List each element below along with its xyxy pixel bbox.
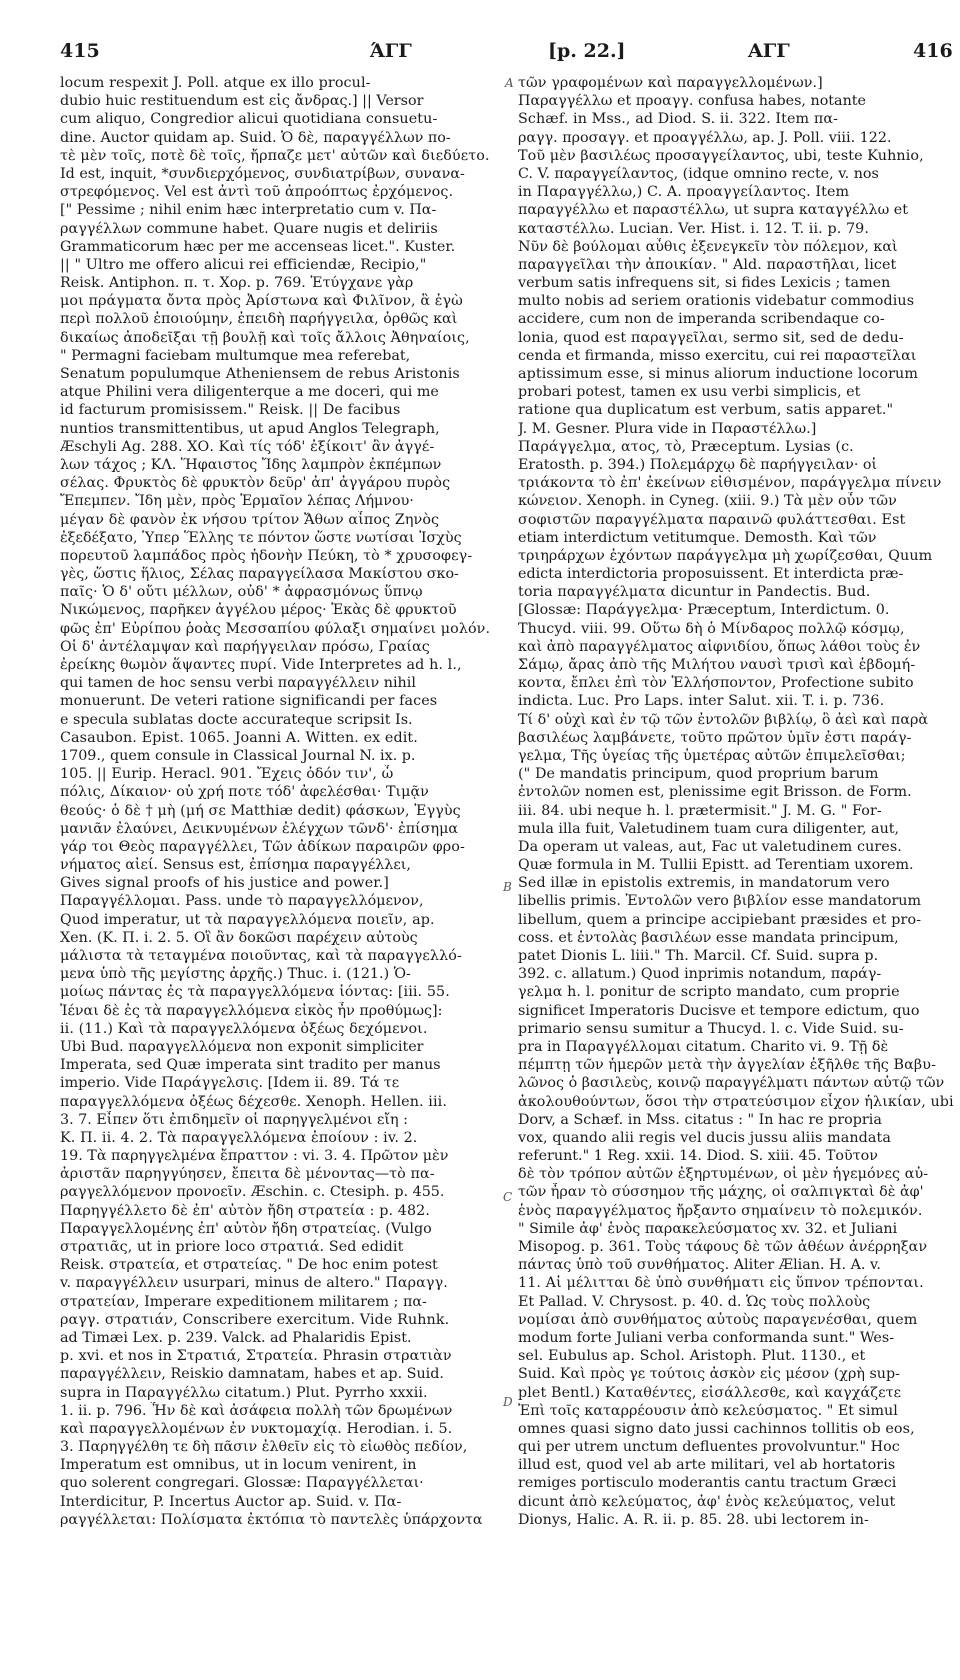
left-column-line: cum aliquo, Congredior alicui quotidiana consuetu-	[60, 111, 438, 128]
left-column-line: p. xvi. et nos in Στρατιά, Στρατεία. Phrasin στρατιὰν	[60, 1348, 452, 1365]
right-column-line: τῶν γραφομένων καὶ παραγγελλομένων.]	[518, 75, 823, 91]
left-column-line: Senatum populumque Atheniensem de rebus Aristonis	[60, 366, 460, 382]
right-column-line: λῶνος ὁ βασιλεὺς, κοινῷ παραγγέλματι πάντων αὐτῷ τῶν	[518, 1075, 945, 1092]
right-column-line: etiam interdictum vetitumque. Demosth. Καὶ τῶν	[518, 529, 877, 546]
left-column-line: ραγγέλλων commune habet. Quare nugis et deliriis	[60, 220, 438, 237]
left-column-line: Οἱ δ' ἀντέλαμψαν καὶ παρήγγειλαν πρόσω, Γραίας	[60, 638, 430, 655]
left-column-line: 3. Παρηγγέλθη τε δὴ πᾶσιν ἐλθεῖν εἰς τὸ εἰωθὸς πεδίον,	[60, 1439, 468, 1456]
right-column-line: lonia, quod est παραγγεῖλαι, sermo sit, sed de dedu-	[518, 329, 904, 346]
right-column-line: dicunt ἀπὸ κελεύματος, ἀφ' ἑνὸς κελεύματος, velut	[518, 1493, 896, 1510]
right-column-line: referunt." 1 Reg. xxii. 14. Diod. S. xiii. 45. Τοῦτον	[518, 1148, 878, 1165]
right-column-line: verbum satis infrequens sit, si fides Lexicis ; tamen	[518, 275, 891, 292]
right-column-line: edicta interdictoria proposuissent. Et interdicta præ-	[518, 566, 904, 583]
left-column-line: Imperatum est omnibus, ut in locum venirent, in	[60, 1457, 417, 1474]
left-column-line: Παρηγγέλλετο δὲ ἐπ' αὐτὸν ἤδη στρατεία : p. 482.	[60, 1202, 431, 1219]
left-column-line: monuerunt. De veteri ratione significandi per faces	[60, 693, 438, 710]
right-column-line: omnes quasi signo dato jussi cachinnos tollitis ob eos,	[518, 1420, 915, 1437]
right-column-line: σοφιστῶν παραγγέλματα παραινῶ φυλάττεσθαι. Est	[518, 511, 906, 528]
right-column-line: accidere, cum non de imperanda scribendaque co-	[518, 311, 885, 328]
left-column-line: ἐρείκης θωμὸν ἅψαντες πυρί. Vide Interpretes ad h. l.,	[60, 657, 462, 673]
left-column-line: μάλιστα τὰ τεταγμένα ποιοῦντας, καὶ τὰ παραγγελλό-	[60, 948, 462, 964]
left-column-line: locum respexit J. Poll. atque ex illo procul-	[60, 75, 371, 91]
left-column-line: φῶς ἐπ' Εὐρίπου ῥοὰς Μεσσαπίου φύλαξι σημαίνει μολόν.	[60, 620, 491, 637]
right-column-line: βασιλέως λαμβάνετε, τοῦτο πρῶτον ὑμῖν ἐστι παράγ-	[518, 729, 912, 746]
left-column-line: Casaubon. Epist. 1065. Joanni A. Witten. ex edit.	[60, 729, 418, 746]
right-column-line: probari potest, tamen ex usu verbi simplicis, et	[518, 384, 861, 401]
right-column-line: κώνειον. Xenoph. in Cyneg. (xiii. 9.) Τὰ μὲν οὖν τῶν	[518, 493, 897, 510]
right-column-line: τῶν ἦραν τὸ σύσσημον τῆς μάχης, οἱ σαλπιγκταὶ δὲ ἀφ'	[518, 1184, 924, 1201]
left-column-line: quo solerent congregari. Glossæ: Παραγγέλλεται·	[60, 1475, 424, 1492]
left-column-line: atque Philini vera diligenterque a me doceri, qui me	[60, 384, 439, 401]
right-column-line: libellis primis. Ἐντολῶν vero βιβλίον esse mandatorum	[518, 893, 922, 910]
left-column-line: Id est, inquit, *συνδιερχόμενος, συνδιατρίβων, συνανα-	[60, 165, 465, 182]
left-column-line: μανιᾶν ἐλαύνει, Δεικνυμένων ἐλέγχων τῶνδ'· ἐπίσημα	[60, 820, 459, 837]
right-column-line: aptissimum esse, si minus aliorum inductione locorum	[518, 366, 918, 382]
running-head-left: ΆΓΓ	[370, 40, 412, 62]
right-column-line: τριάκοντα τὸ ἐπ' ἐκείνων εἰθισμένον, παράγγελμα πίνειν	[518, 475, 942, 492]
left-column-line: μέγαν δὲ φανὸν ἐκ νήσου τρίτον Ἄθων αἶπος Ζηνὸς	[60, 511, 440, 528]
page-header	[0, 0, 960, 70]
right-column-line: sel. Eubulus ap. Schol. Aristoph. Plut. 1130., et	[518, 1348, 866, 1365]
right-column-line: παραγγέλλω et παραστέλλω, ut supra καταγγέλλω et	[518, 202, 909, 219]
right-column-line: iii. 84. ubi neque h. l. prætermisit." J. M. G. " For-	[518, 802, 882, 819]
right-column-line: ratione qua duplicatum est verbum, satis apparet."	[518, 402, 894, 419]
left-column-line: Ἔπεμπεν. Ἴδη μὲν, πρὸς Ἑρμαῖον λέπας Λήμνου·	[60, 493, 414, 510]
left-column-line: θεούς· ὁ δὲ † μὴ (μή σε Matthiæ dedit) φάσκων, Ἐγγὺς	[60, 802, 461, 819]
right-column-line: Ἐπὶ τοῖς καταρρέουσιν ἀπὸ κελεύσματος. " Et simul	[518, 1402, 898, 1419]
left-column-line: πορευτοῦ λαμπάδος πρὸς ἡδονὴν Πεύκη, τὸ * χρυσοφεγ-	[60, 547, 473, 564]
right-column-line: Da operam ut valeas, aut, Fac ut valetudinem cures.	[518, 838, 902, 855]
left-column-line: ἀριστᾶν παρηγγύησεν, ἔπειτα δὲ μένοντας—τὸ πα-	[60, 1166, 435, 1183]
right-column-line: παραγγεῖλαι τὴν ἀποικίαν. " Ald. παραστῆλαι, licet	[518, 256, 897, 273]
left-column-line: id facturum promisissem." Reisk. || De facibus	[60, 402, 401, 419]
margin-letter-c: C	[503, 1190, 513, 1204]
right-column-line: primario sensu sumitur a Thucyd. l. c. Vide Suid. su-	[518, 1020, 904, 1037]
right-column-line: γελμα, Τῆς ὑγείας τῆς ὑμετέρας αὐτῶν ἐπιμελεῖσθαι;	[518, 747, 906, 764]
right-column-line: qui per utrem unctum defluentes provolvuntur." Hoc	[518, 1439, 900, 1456]
left-column-line: v. παραγγέλλειν usurpari, minus de altero." Παραγγ.	[60, 1275, 448, 1292]
left-column-line: ραγγ. στρατιάν, Conscribere exercitum. Vide Ruhnk.	[60, 1311, 450, 1328]
right-column-line: πέμπτῃ τῶν ἡμερῶν μετὰ τὴν ἀγγελίαν ἐξῆλθε τῆς Βαβυ-	[518, 1057, 937, 1074]
right-column-line: 11. Αἱ μέλιτται δὲ ὑπὸ συνθήματι εἰς ὕπνον τρέπονται.	[518, 1275, 924, 1292]
right-column-line: ἑνὸς παραγγέλματος ἤρξαντο σημαίνειν τὸ πολεμικόν.	[518, 1202, 923, 1219]
left-column-line: Ubi Bud. παραγγελλόμενα non exponit simpliciter	[60, 1038, 424, 1055]
left-column-line: 105. || Eurip. Heracl. 901. Ἔχεις ὁδόν τιν', ὦ	[60, 766, 394, 783]
left-column-line: Κ. Π. ii. 4. 2. Τὰ παραγγελλόμενα ἐποίουν : iv. 2.	[60, 1129, 418, 1146]
left-column-line: περὶ πολλοῦ ἐποιούμην, ἐπειδὴ παρήγγειλα, ὀρθῶς καὶ	[60, 311, 458, 328]
running-head-center: [p. 22.]	[548, 40, 626, 62]
left-column-line: νήματος αἰεί. Sensus est, ἐπίσημα παραγγέλλει,	[60, 857, 411, 874]
right-column-line: κοντα, ἔπλει ἐπὶ τὸν Ἑλλήσποντον, Profectione subito	[518, 675, 914, 692]
right-column-line: Sed illæ in epistolis extremis, in mandatorum vero	[518, 875, 890, 892]
right-column-line: coss. et ἐντολὰς βασιλέων esse mandata principum,	[518, 929, 899, 946]
right-column-line: illud est, quod vel ab arte militari, vel ab hortatoris	[518, 1457, 896, 1474]
left-column-line: Interdicitur, P. Incertus Auctor ap. Suid. v. Πα-	[60, 1493, 402, 1510]
left-column-line: γὲς, ὥστις ἥλιος, Σέλας παραγγείλασα Μακίστου σκο-	[60, 566, 459, 583]
page-number-left: 415	[60, 40, 100, 62]
left-column-line: Reisk. στρατεία, et στρατείας. " De hoc enim potest	[60, 1257, 438, 1274]
right-column-line: toria παραγγέλματα dicuntur in Pandectis. Bud.	[518, 584, 871, 601]
right-column-line: δὲ τὸν τρόπον αὐτῶν ἐξηρτυμένων, οἱ μὲν ἡγεμόνες αὐ-	[518, 1166, 929, 1183]
left-column-line: ραγγέλλεται: Πολίσματα ἐκτόπια τὸ παντελὲς ὑπάρχοντα	[60, 1511, 483, 1528]
left-column-line: Xen. (Κ. Π. i. 2. 5. Οἳ ἂν δοκῶσι παρέχειν αὐτοὺς	[60, 929, 418, 946]
left-column-line: Quod imperatur, ut τὰ παραγγελλόμενα ποιεῖν, ap.	[60, 911, 435, 928]
right-column-line: Dionys, Halic. A. R. ii. p. 85. 28. ubi lectorem in-	[518, 1511, 869, 1528]
right-column-line: Schæf. in Mss., ad Diod. S. ii. 322. Item πα-	[518, 111, 839, 128]
right-column-line: Παραγγέλλω et προαγγ. confusa habes, notante	[518, 93, 866, 110]
right-column-line: 392. c. allatum.) Quod inprimis notandum, παράγ-	[518, 966, 882, 983]
right-column-line: τριηράρχων ἐχόντων παράγγελμα μὴ χωρίζεσθαι, Quum	[518, 547, 933, 564]
left-column-line: μοίως πάντας ἐς τὰ παραγγελλόμενα ἰόντας: [iii. 55.	[60, 984, 450, 1001]
left-column-line: 1. ii. p. 796. Ἦν δὲ καὶ ἀσάφεια πολλὴ τῶν δρωμένων	[60, 1402, 453, 1419]
right-column-line: Et Pallad. V. Chrysost. p. 40. d. Ὡς τοὺς πολλοὺς	[518, 1293, 871, 1310]
right-column-line: indicta. Luc. Pro Laps. inter Salut. xii. T. i. p. 736.	[518, 693, 885, 710]
right-column-line: C. V. παραγγείλαντος, (idque omnino recte, v. nos	[518, 165, 879, 182]
left-column-line: καὶ παραγγελλομένων ἐν νυκτομαχίᾳ. Herodian. i. 5.	[60, 1420, 453, 1437]
left-column-line: παραγγελλόμενα ὀξέως δέχεσθε. Xenoph. Hellen. iii.	[60, 1093, 447, 1110]
left-column-line: σέλας. Φρυκτὸς δὲ φρυκτὸν δεῦρ' ἀπ' ἀγγάρου πυρὸς	[60, 475, 451, 492]
left-column-line: τὲ μὲν τοῖς, ποτὲ δὲ τοῖς, ἤρπαζε μετ' αὐτῶν καὶ διεδύετο.	[60, 147, 490, 164]
left-column-line: nuntios transmittentibus, ut apud Anglos Telegraph,	[60, 420, 440, 437]
right-column-line: νομίσαι ἀπὸ συνθήματος αὐτοὺς παραγενέσθαι, quem	[518, 1311, 918, 1328]
right-column-line: Τί δ' οὐχὶ καὶ ἐν τῷ τῶν ἐντολῶν βιβλίῳ, ὃ ἀεὶ καὶ παρὰ	[518, 711, 929, 728]
right-column-line: libellum, quem a principe accipiebant præsides et pro-	[518, 911, 922, 928]
left-column-line: στρεφόμενος. Vel est ἀντὶ τοῦ ἀπροόπτως ἐρχόμενος.	[60, 184, 454, 201]
right-column-line: Dorv, a Schæf. in Mss. citatus : " In hac re propria	[518, 1111, 882, 1128]
right-column-line: cenda et firmanda, misso exercitu, cui rei παραστεῖλαι	[518, 347, 917, 364]
right-column-line: ἐντολῶν nomen est, plenissime egit Brisson. de Form.	[518, 784, 912, 801]
right-column-line: Thucyd. viii. 99. Οὕτω δὴ ὁ Μίνδαρος πολλῷ κόσμῳ,	[518, 620, 905, 637]
right-column-line: multo nobis ad seriem orationis videbatur commodius	[518, 293, 915, 310]
right-column-line: modum forte Juliani verba conformanda sunt." Wes-	[518, 1329, 895, 1346]
left-column-line: [" Pessime ; nihil enim hæc interpretatio cum v. Πα-	[60, 202, 437, 219]
right-column-line: mula illa fuit, Valetudinem tuam cura diligenter, aut,	[518, 820, 900, 837]
left-column-line: Reisk. Antiphon. π. τ. Χορ. p. 769. Ἐτύγχανε γὰρ	[60, 275, 414, 292]
right-column-line: Suid. Καὶ πρὸς γε τούτοις ἀσκὸν εἰς μέσον (χρὴ sup-	[518, 1366, 900, 1383]
right-column-line: (" De mandatis principum, quod proprium barum	[518, 766, 879, 783]
left-column-line: ii. (11.) Καὶ τὰ παραγγελλόμενα ὀξέως δεχόμενοι.	[60, 1020, 428, 1037]
left-column-line: 1709., quem consule in Classical Journal N. ix. p.	[60, 747, 416, 764]
right-column-line: καὶ ἀπὸ παραγγέλματος αἰφνιδίου, ὅπως λάθοι τοὺς ἐν	[518, 638, 921, 655]
right-column-line: Σάμῳ, ἄρας ἀπὸ τῆς Μιλήτου ναυσὶ τρισὶ καὶ ἑβδομή-	[518, 657, 916, 673]
left-column-line: Grammaticorum hæc per me accenseas licet.". Kuster.	[60, 238, 456, 255]
left-column-line: || " Ultro me offero alicui rei efficiendæ, Recipio,"	[60, 256, 427, 273]
running-head-right: ΑΓΓ	[748, 40, 790, 62]
left-column-line: 3. 7. Εἶπεν ὅτι ἐπιδημεῖν οἱ παρηγγελμένοι εἴη :	[60, 1111, 408, 1128]
right-column-line: remiges portisculo moderantis cantu tractum Græci	[518, 1475, 897, 1492]
left-column-line: μοι πράγματα ὄντα πρὸς Ἀρίστωνα καὶ Φιλῖνον, ἃ ἐγὼ	[60, 293, 463, 310]
left-column-line: δικαίως ἀποδεῖξαι τῇ βουλῇ καὶ τοῖς ἄλλοις Ἀθηναίοις,	[60, 329, 470, 346]
right-column-line: Eratosth. p. 394.) Πολεμάρχῳ δὲ παρήγγειλαν· οἱ	[518, 456, 878, 473]
right-column-line: ἀκολουθούντων, ὅσοι τὴν στρατεύσιμον εἶχον ἡλικίαν, ubi	[518, 1093, 954, 1110]
right-column-line: J. M. Gesner. Plura vide in Παραστέλλω.]	[518, 420, 817, 437]
right-column-line: plet Bentl.) Καταθέντες, εἰσάλλεσθε, καὶ καγχάζετε	[518, 1384, 902, 1401]
left-column	[60, 74, 498, 1529]
right-column-line: Νῦν δὲ βούλομαι αὖθις ἐξενεγκεῖν τὸν πόλεμον, καὶ	[518, 238, 898, 255]
left-column-line: " Permagni faciebam multumque mea referebat,	[60, 347, 411, 364]
left-column-line: ἐξεδέξατο, Ὑπερ Ἕλλης τε πόντον ὥστε νωτίσαι Ἰσχὺς	[60, 529, 462, 546]
left-column-line: imperio. Vide Παράγγελσις. [Idem ii. 89. Τά τε	[60, 1075, 400, 1092]
left-column-line: στρατείαν, Imperare expeditionem militarem ; πα-	[60, 1293, 427, 1310]
right-column-line: " Simile ἀφ' ἑνὸς παρακελεύσματος xv. 32. et Juliani	[518, 1220, 898, 1237]
left-column-line: Æschyli Ag. 288. ΧΟ. Καὶ τίς τόδ' ἐξίκοιτ' ἂν ἀγγέ-	[60, 438, 435, 455]
left-column-line: Παραγγελλομένης ἐπ' αὐτὸν ἤδη στρατείας. (Vulgo	[60, 1220, 432, 1237]
right-column-line: γελμα h. l. ponitur de scripto mandato, cum proprie	[518, 984, 900, 1001]
page-number-right: 416	[913, 40, 953, 62]
margin-letter-b: B	[503, 880, 512, 894]
left-column-line: dubio huic restituendum est εἰς ἄνδρας.] || Versor	[60, 93, 424, 110]
right-column-line: Quæ formula in M. Tullii Epistt. ad Terentiam uxorem.	[518, 857, 914, 874]
right-column-line: Παράγγελμα, ατος, τὸ, Præceptum. Lysias (c.	[518, 438, 854, 455]
right-column-line: καταστέλλω. Lucian. Ver. Hist. i. 12. T. ii. p. 79.	[518, 220, 870, 237]
left-column-line: ad Timæi Lex. p. 239. Valck. ad Phalaridis Epist.	[60, 1329, 412, 1346]
left-column-line: Παραγγέλλομαι. Pass. unde τὸ παραγγελλόμενον,	[60, 893, 424, 910]
left-column-line: ραγγελλόμενον προνοεῖν. Æschin. c. Ctesiph. p. 455.	[60, 1184, 445, 1201]
right-column-line: Τοῦ μὲν βασιλέως προσαγγείλαντος, ubi, teste Kuhnio,	[518, 147, 924, 164]
right-column-line: in Παραγγέλλω,) C. A. προαγγείλαντος. Item	[518, 184, 850, 201]
left-column-line: Gives signal proofs of his justice and power.]	[60, 875, 389, 892]
left-column-line: qui tamen de hoc sensu verbi παραγγέλλειν nihil	[60, 675, 416, 692]
left-column-line: 19. Τὰ παρηγγελμένα ἔπραττον : vi. 3. 4. Πρῶτον μὲν	[60, 1148, 449, 1165]
left-column-line: e specula sublatas docte accurateque scripsit Is.	[60, 711, 413, 728]
margin-letter-a: A	[505, 76, 514, 90]
left-column-line: πόλις, Δίκαιον· οὐ χρή ποτε τόδ' ἀφελέσθαι· Τιμᾷν	[60, 784, 429, 801]
left-column-line: dine. Auctor quidam ap. Suid. Ὁ δὲ, παραγγέλλων πο-	[60, 129, 451, 146]
left-column-line: γάρ τοι Θεὸς παραγγέλλει, Τῶν ἀδίκων παραιρῶν φρο-	[60, 838, 465, 855]
right-column-line: significet Imperatoris Ducisve et tempore edictum, quo	[518, 1002, 920, 1019]
right-column-line: patet Dionis L. liii." Th. Marcil. Cf. Suid. supra p.	[518, 948, 879, 964]
right-column-line: [Glossæ: Παράγγελμα· Præceptum, Interdictum. 0.	[518, 602, 890, 619]
right-column-line: ραγγ. προσαγγ. et προαγγέλλω, ap. J. Poll. viii. 122.	[518, 129, 892, 146]
left-column-line: παραγγέλλειν, Reiskio damnatam, habes et ap. Suid.	[60, 1366, 444, 1383]
left-column-line: Ἰέναι δὲ ἐς τὰ παραγγελλόμενα εἰκὸς ἦν προθύμως]:	[60, 1002, 443, 1019]
right-column	[518, 74, 956, 1529]
left-column-line: παῖς· Ὁ δ' οὔτι μέλλων, οὐδ' * ἀφρασμόνως ὕπνῳ	[60, 584, 423, 601]
right-column-line: πάντας ὑπὸ τοῦ συνθήματος. Aliter Ælian. H. A. v.	[518, 1257, 881, 1274]
right-column-line: vox, quando alii regis vel ducis jussu aliis mandata	[518, 1129, 892, 1146]
left-column-line: Imperata, sed Quæ imperata sint tradito per manus	[60, 1057, 441, 1074]
left-column-line: λων τάχος ; ΚΛ. Ἥφαιστος Ἴδης λαμπρὸν ἐκπέμπων	[60, 456, 442, 473]
left-column-line: supra in Παραγγέλλω citatum.) Plut. Pyrrho xxxii.	[60, 1384, 428, 1401]
left-column-line: Νικώμενος, παρῆκεν ἀγγέλου μέρος· Ἑκὰς δὲ φρυκτοῦ	[60, 602, 457, 619]
right-column-line: pra in Παραγγέλλομαι citatum. Charito vi. 9. Τῇ δὲ	[518, 1038, 889, 1055]
left-column-line: στρατιᾶς, ut in priore loco στρατιά. Sed edidit	[60, 1239, 404, 1255]
right-column-line: Misopog. p. 361. Τοὺς τάφους δὲ τῶν ἀθέων ἀνέρρηξαν	[518, 1239, 928, 1255]
left-column-line: μενα ὑπὸ τῆς μεγίστης ἀρχῆς.) Thuc. i. (121.) Ὁ-	[60, 966, 411, 983]
margin-letter-d: D	[503, 1395, 513, 1409]
